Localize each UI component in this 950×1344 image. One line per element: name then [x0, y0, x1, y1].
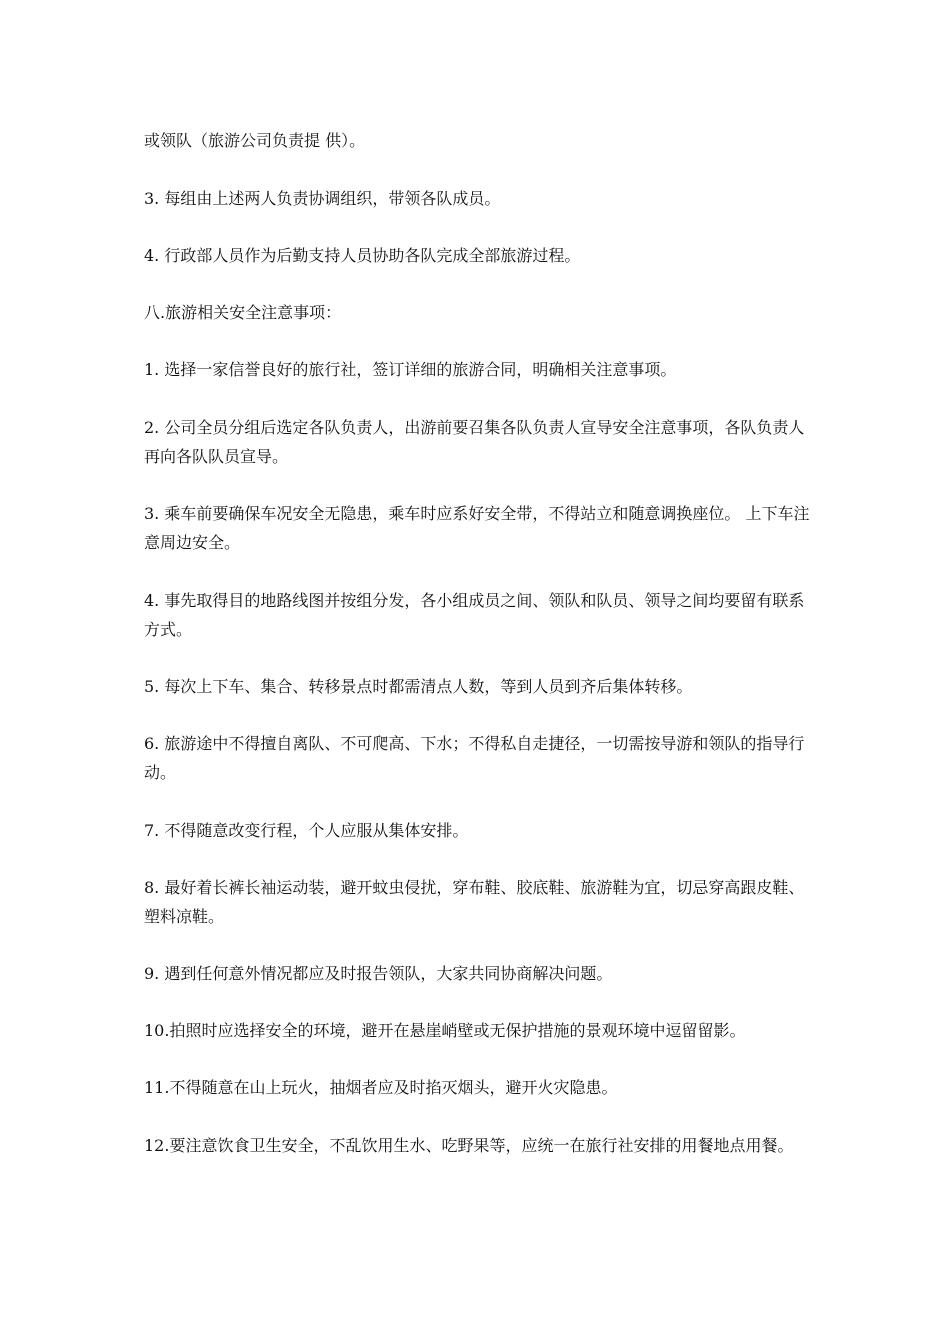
- safety-item-7: 7. 不得随意改变行程，个人应服从集体安排。: [144, 821, 469, 840]
- paragraph-intro-continuation: 或领队（旅游公司负责提 供）。: [144, 131, 366, 150]
- safety-item-9: 9. 遇到任何意外情况都应及时报告领队，大家共同协商解决问题。: [144, 964, 613, 983]
- section-heading-safety: 八.旅游相关安全注意事项：: [144, 303, 342, 322]
- safety-item-5: 5. 每次上下车、集合、转移景点时都需清点人数，等到人员到齐后集体转移。: [144, 677, 693, 696]
- safety-item-10: 10.拍照时应选择安全的环境，避开在悬崖峭壁或无保护措施的景观环境中逗留留影。: [144, 1021, 746, 1040]
- safety-item-2: 2. 公司全员分组后选定各队负责人，出游前要召集各队负责人宣导安全注意事项，各队负责人再向各队队员宣导。: [144, 418, 805, 466]
- safety-item-6: 6. 旅游途中不得擅自离队、不可爬高、下水；不得私自走捷径，一切需按导游和领队的指导行动。: [144, 734, 805, 782]
- safety-item-3: 3. 乘车前要确保车况安全无隐患，乘车时应系好安全带，不得站立和随意调换座位。 上下车注意周边安全。: [144, 504, 810, 552]
- safety-item-12: 12.要注意饮食卫生安全，不乱饮用生水、吃野果等，应统一在旅行社安排的用餐地点用餐。: [144, 1136, 794, 1155]
- safety-item-1: 1. 选择一家信誉良好的旅行社，签订详细的旅游合同，明确相关注意事项。: [144, 360, 677, 379]
- paragraph-item-4-admin-support: 4. 行政部人员作为后勤支持人员协助各队完成全部旅游过程。: [144, 246, 581, 265]
- paragraph-item-3-coordination: 3. 每组由上述两人负责协调组织，带领各队成员。: [144, 189, 501, 208]
- safety-item-4: 4. 事先取得目的地路线图并按组分发，各小组成员之间、领队和队员、领导之间均要留有联系方式。: [144, 591, 805, 639]
- safety-item-11: 11.不得随意在山上玩火，抽烟者应及时掐灭烟头，避开火灾隐患。: [144, 1078, 618, 1097]
- safety-item-8: 8. 最好着长裤长袖运动装，避开蚊虫侵扰，穿布鞋、胶底鞋、旅游鞋为宜，切忌穿高跟皮鞋、塑料凉鞋。: [144, 878, 805, 926]
